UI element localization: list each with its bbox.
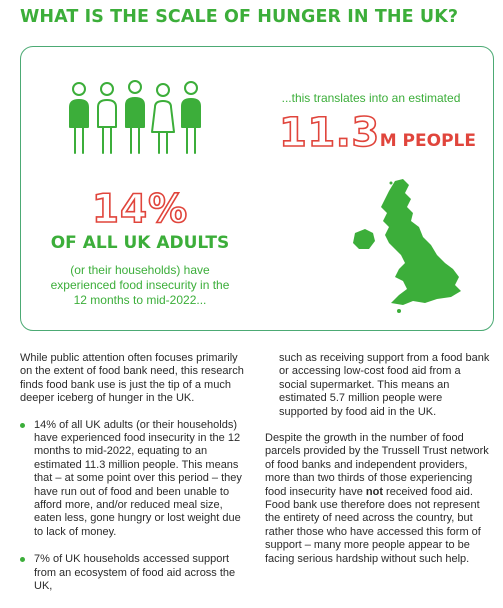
million-number: 11.3: [279, 110, 380, 156]
paragraph-text: received food aid. Food bank use therefore does not represent the entirety of need across the country, but rather those who have accessed this form of support – many more people appear to be facing serious hardship without such help.: [265, 485, 481, 565]
page-title: WHAT IS THE SCALE OF HUNGER IN THE UK?: [20, 7, 459, 27]
list-item: [20, 553, 246, 593]
text-column-right: [265, 352, 490, 579]
million-unit: M PEOPLE: [379, 131, 476, 151]
percent-figure: 14%: [91, 187, 189, 232]
bullet-dot-icon: [20, 423, 25, 428]
paragraph-text: Despite the growth in the number of food parcels provided by the Trussell Trust network of food banks and independent providers, more than two thirds of those experiencing food insecurity have: [265, 432, 489, 498]
text-column-left: [20, 352, 246, 608]
person-figure: [182, 82, 200, 153]
person-figure: [70, 83, 88, 153]
person-figure: [126, 81, 144, 153]
percent-description: (or their households) have experienced food insecurity in the 12 months to mid-2022...: [50, 263, 230, 307]
person-figure: [98, 83, 116, 153]
bullet-list: [20, 419, 246, 594]
uk-map-icon: [341, 177, 471, 317]
person-figure: [152, 84, 174, 153]
percent-label: OF ALL UK ADULTS: [50, 233, 230, 253]
people-group-icon: [65, 77, 205, 157]
stats-panel: [20, 46, 494, 331]
bullet-text: 7% of UK households accessed support from an ecosystem of food aid across the UK,: [34, 553, 236, 593]
body-paragraph: [265, 432, 490, 566]
translate-text: ...this translates into an estimated: [281, 91, 461, 105]
emphasis-text: not: [365, 485, 383, 498]
bullet-text: 14% of all UK adults (or their households) have experienced food insecurity in the 12 months to mid-2022, equating to an estimated 11.3 million people. This means that – at some point over this period – they have run out of food and been unable to afford more, and/or reduced meal size, eaten less, gone hungry or lost weight due to lack of money.: [34, 418, 242, 538]
bullet-continuation: such as receiving support from a food bank or accessing low-cost food aid from a social supermarket. This means an estimated 5.7 million people were supported by food aid in the UK.: [279, 352, 490, 418]
million-figure: [279, 110, 489, 156]
list-item: [20, 419, 246, 540]
bullet-dot-icon: [20, 557, 25, 562]
intro-paragraph: While public attention often focuses primarily on the extent of food bank need, this research finds food bank use is just the tip of a much deeper iceberg of hunger in the UK.: [20, 352, 244, 405]
